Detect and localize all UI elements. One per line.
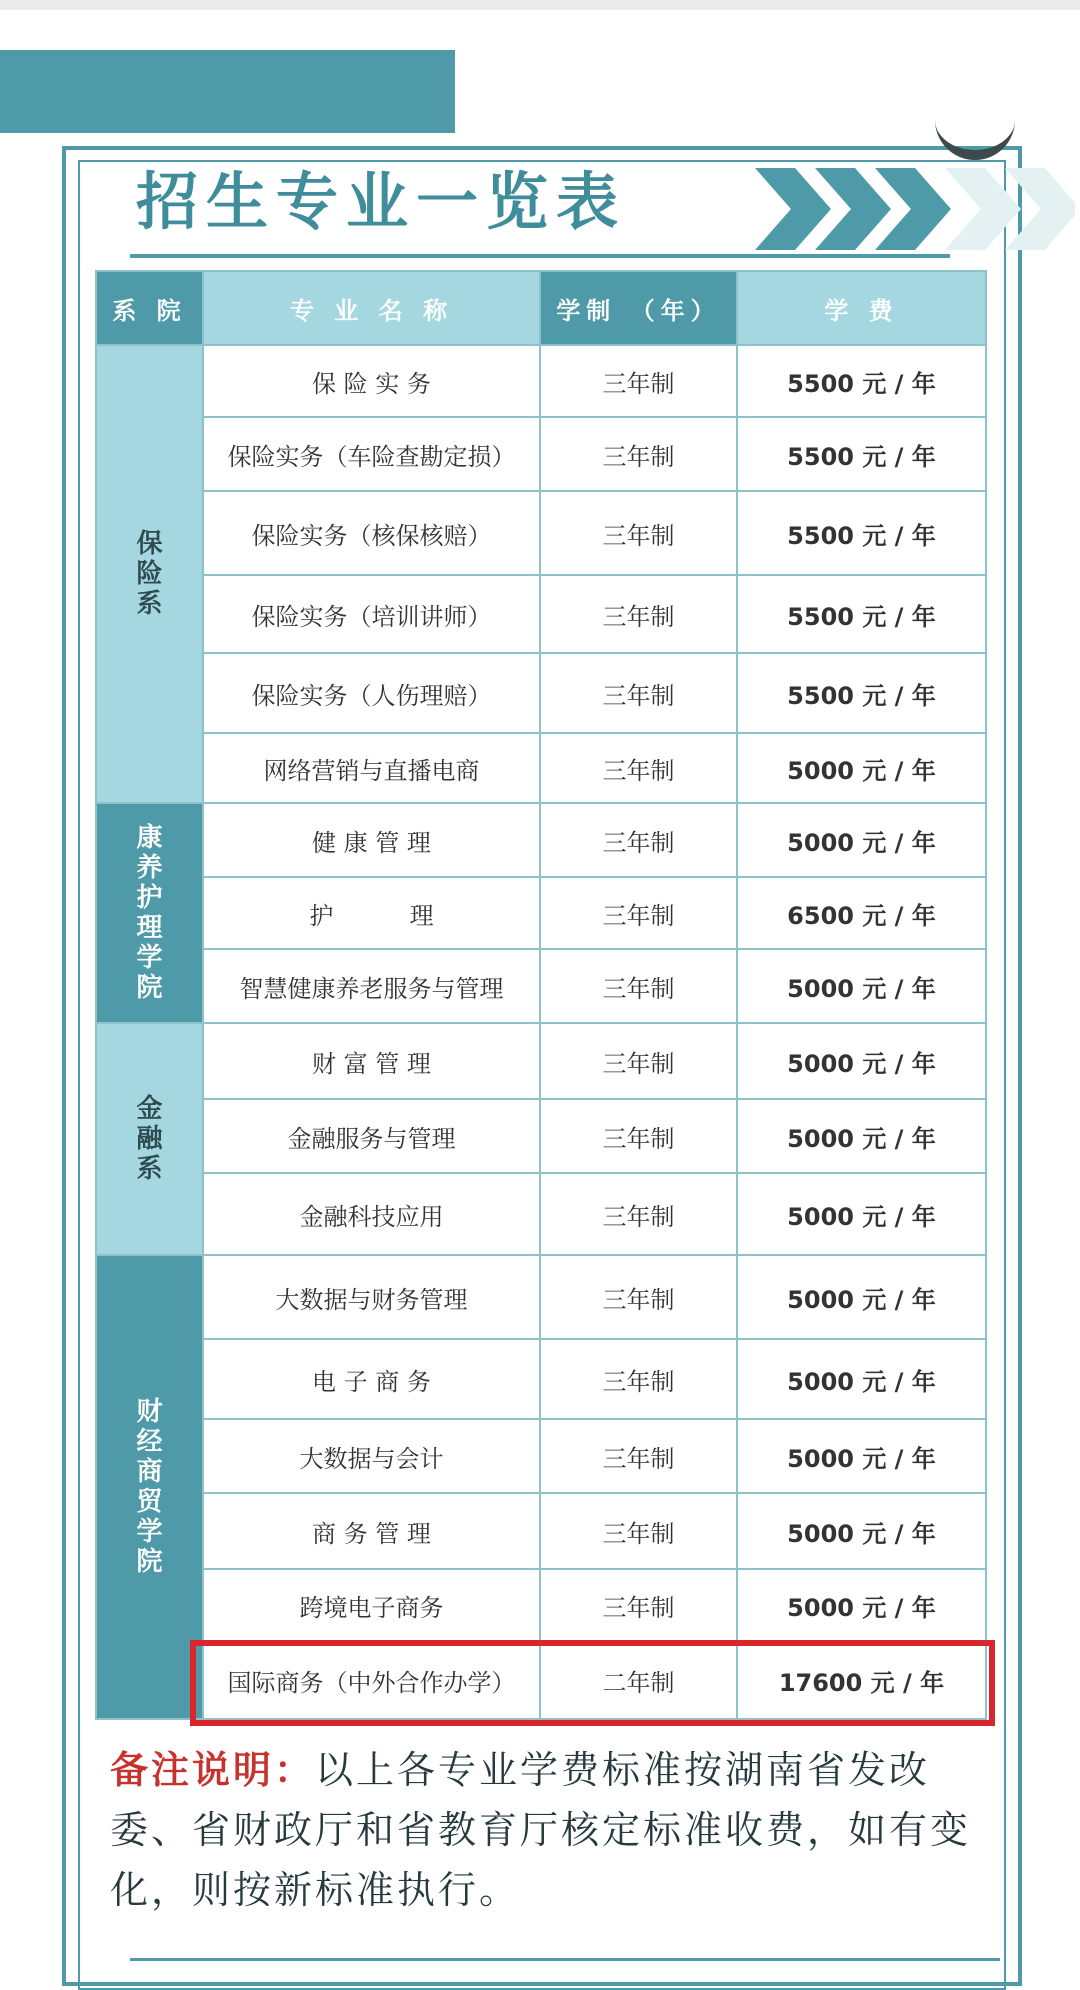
years-cell: 三年制 — [540, 733, 737, 803]
years-cell: 二年制 — [540, 1641, 737, 1719]
table-row — [96, 1569, 986, 1641]
table-row — [96, 877, 986, 949]
header-fee: 学 费 — [737, 271, 986, 345]
dept-label: 财 经 商 贸 学 院 — [136, 1397, 163, 1577]
chevron-arrows-decoration — [755, 168, 1075, 250]
years-cell: 三年制 — [540, 1569, 737, 1641]
fee-cell: 5500 元 / 年 — [737, 653, 986, 733]
header-dept: 系 院 — [96, 271, 203, 345]
major-cell: 电 子 商 务 — [203, 1339, 540, 1419]
major-cell: 网络营销与直播电商 — [203, 733, 540, 803]
fee-cell: 5000 元 / 年 — [737, 1569, 986, 1641]
table-row — [96, 1493, 986, 1569]
major-cell: 智慧健康养老服务与管理 — [203, 949, 540, 1023]
chevron-1 — [755, 168, 831, 250]
years-cell: 三年制 — [540, 653, 737, 733]
fee-cell: 5000 元 / 年 — [737, 949, 986, 1023]
fee-cell: 5000 元 / 年 — [737, 1419, 986, 1493]
fee-cell: 5000 元 / 年 — [737, 803, 986, 877]
years-cell: 三年制 — [540, 417, 737, 491]
table-header-row — [96, 271, 986, 345]
fee-cell: 5500 元 / 年 — [737, 345, 986, 417]
table-row — [96, 1339, 986, 1419]
bottom-rule — [130, 1958, 1000, 1961]
dept-label: 金 融 系 — [136, 1094, 163, 1184]
table-row — [96, 417, 986, 491]
years-cell: 三年制 — [540, 345, 737, 417]
major-cell: 跨境电子商务 — [203, 1569, 540, 1641]
dept-cell — [96, 1255, 203, 1719]
table-row — [96, 1255, 986, 1339]
fee-cell: 5000 元 / 年 — [737, 1255, 986, 1339]
fee-cell: 5000 元 / 年 — [737, 733, 986, 803]
fee-cell: 5000 元 / 年 — [737, 1023, 986, 1099]
years-cell: 三年制 — [540, 1255, 737, 1339]
major-cell: 国际商务（中外合作办学） — [203, 1641, 540, 1719]
table-row — [96, 653, 986, 733]
table-row — [96, 803, 986, 877]
major-cell: 保险实务（培训讲师） — [203, 575, 540, 653]
table-row — [96, 733, 986, 803]
years-cell: 三年制 — [540, 1419, 737, 1493]
major-cell: 保险实务（人伤理赔） — [203, 653, 540, 733]
table-row — [96, 1023, 986, 1099]
major-cell: 财 富 管 理 — [203, 1023, 540, 1099]
years-cell: 三年制 — [540, 949, 737, 1023]
table-row — [96, 1419, 986, 1493]
fee-cell: 5500 元 / 年 — [737, 491, 986, 575]
dept-cell — [96, 1023, 203, 1255]
dept-label: 康 养 护 理 学 院 — [136, 823, 163, 1003]
note — [110, 1740, 995, 1920]
fee-cell: 6500 元 / 年 — [737, 877, 986, 949]
top-strip — [0, 0, 1080, 10]
fee-cell: 17600 元 / 年 — [737, 1641, 986, 1719]
table-row — [96, 345, 986, 417]
major-cell: 金融服务与管理 — [203, 1099, 540, 1173]
note-text: 以上各专业学费标准按湖南省发改委、省财政厅和省教育厅核定标准收费，如有变化，则按新标准执行。 — [110, 1748, 972, 1912]
header-color-bar — [0, 50, 455, 133]
dept-cell — [96, 345, 203, 803]
table-row — [96, 1173, 986, 1255]
major-cell: 商 务 管 理 — [203, 1493, 540, 1569]
note-label: 备注说明： — [110, 1748, 316, 1792]
major-cell: 保险实务（车险查勘定损） — [203, 417, 540, 491]
header-major: 专 业 名 称 — [203, 271, 540, 345]
years-cell: 三年制 — [540, 1493, 737, 1569]
title-underline — [130, 254, 950, 258]
fee-cell: 5000 元 / 年 — [737, 1493, 986, 1569]
major-cell: 大数据与财务管理 — [203, 1255, 540, 1339]
table-row — [96, 491, 986, 575]
years-cell: 三年制 — [540, 1339, 737, 1419]
table-row — [96, 1099, 986, 1173]
table-body — [96, 345, 986, 1719]
table-row — [96, 949, 986, 1023]
major-cell: 护 理 — [203, 877, 540, 949]
years-cell: 三年制 — [540, 1023, 737, 1099]
dept-label: 保 险 系 — [136, 529, 163, 619]
table-row — [96, 575, 986, 653]
major-cell: 金融科技应用 — [203, 1173, 540, 1255]
major-cell: 健 康 管 理 — [203, 803, 540, 877]
fee-cell: 5000 元 / 年 — [737, 1173, 986, 1255]
major-cell: 保 险 实 务 — [203, 345, 540, 417]
fee-cell: 5500 元 / 年 — [737, 417, 986, 491]
highlight-box — [190, 1640, 995, 1726]
fee-cell: 5000 元 / 年 — [737, 1099, 986, 1173]
fee-cell: 5000 元 / 年 — [737, 1339, 986, 1419]
chevron-4 — [945, 168, 1021, 250]
years-cell: 三年制 — [540, 803, 737, 877]
years-cell: 三年制 — [540, 575, 737, 653]
page-title: 招生专业一览表 — [136, 165, 627, 238]
years-cell: 三年制 — [540, 1099, 737, 1173]
years-cell: 三年制 — [540, 877, 737, 949]
years-cell: 三年制 — [540, 491, 737, 575]
years-cell: 三年制 — [540, 1173, 737, 1255]
major-cell: 大数据与会计 — [203, 1419, 540, 1493]
fee-cell: 5500 元 / 年 — [737, 575, 986, 653]
dept-cell — [96, 803, 203, 1023]
major-cell: 保险实务（核保核赔） — [203, 491, 540, 575]
header-years: 学制 （年） — [540, 271, 737, 345]
fee-table — [95, 270, 987, 1720]
